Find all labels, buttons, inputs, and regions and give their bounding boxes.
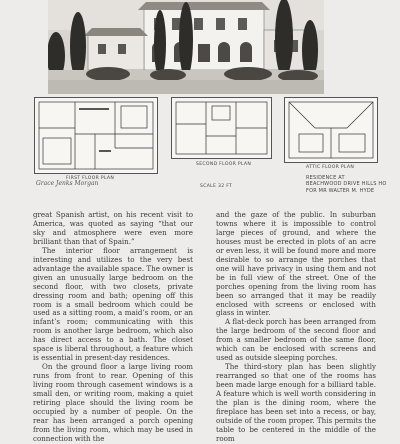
first-floor-caption: FIRST FLOOR PLAN	[66, 176, 115, 181]
attic-floor-caption: ATTIC FLOOR PLAN	[306, 165, 355, 170]
first-floor-plan	[34, 97, 158, 174]
residence-credit	[306, 175, 386, 194]
house-illustration	[48, 0, 324, 94]
paragraph: and the gaze of the public. In suburban towns where it is impossible to control large pieces of ground, and where the houses must be erected in plots of an acre or even less, it will be found more and more desirable to so arrange the porches that one will have privacy in using them and not be in full view of the street. One of the porches opening from the living room has been so arranged that it may be readily enclosed with screens or enclosed with glass in winter.	[216, 210, 376, 318]
paragraph: great Spanish artist, on his recent visit to America, was quoted as saying “that our sky and atmosphere were even more brilliant than that of Spain.”	[33, 210, 193, 246]
left-text-column	[33, 211, 193, 444]
paragraph: On the ground floor a large living room runs from front to rear. Opening of this living room through casement windows is a small den, or writing room, making a quiet retiring place should the living room be occupied by a number of people. On the rear has been arranged a porch opening from the living room, which may be used in connection with the	[33, 362, 193, 443]
second-floor-caption: SECOND FLOOR PLAN	[196, 162, 252, 167]
credit-line-3: FOR MR WALTER M. HYDE	[306, 187, 375, 194]
artist-signature: Grace Jenks Morgan	[36, 180, 99, 187]
attic-floor-plan	[284, 97, 378, 163]
credit-line-1: RESIDENCE AT	[306, 175, 345, 181]
floor-plan-drawing-icon	[35, 98, 157, 173]
credit-line-2: BEACHWOOD DRIVE HILLS HO	[306, 181, 387, 188]
paragraph: A flat-deck porch has been arranged from the large bedroom of the second floor and from a smaller bedroom of the same floor, which can be enclosed with screens and used as outside sleeping porches.	[216, 317, 376, 363]
right-text-column	[216, 211, 376, 444]
second-floor-plan	[171, 97, 272, 159]
paragraph: The interior floor arrangement is interesting and utilizes to the very best advantage the available space. The owner is given an unusually large bedroom on the second floor, with two closets, private dressing room and bath; opening off this room is a small bedroom which could be used as a sitting room, a maid’s room, or an infant’s room; communicating with this room is another large bedroom, which also has direct access to a bath. The closet space is liberal throughout, a feature which is essential in present-day residences.	[33, 245, 193, 363]
floor-plan-drawing-icon	[285, 98, 377, 162]
villa-illustration-icon	[48, 0, 324, 94]
scale-caption: SCALE 32 FT	[200, 184, 233, 189]
floor-plan-drawing-icon	[172, 98, 271, 158]
paragraph: The third-story plan has been slightly rearranged so that one of the rooms has been made large enough for a billiard table. A feature which is well worth considering in the plan is the dining room, where the fireplace has been set into a recess, or bay, outside of the room proper. This permits the table to be centered in the middle of the room	[216, 362, 376, 443]
